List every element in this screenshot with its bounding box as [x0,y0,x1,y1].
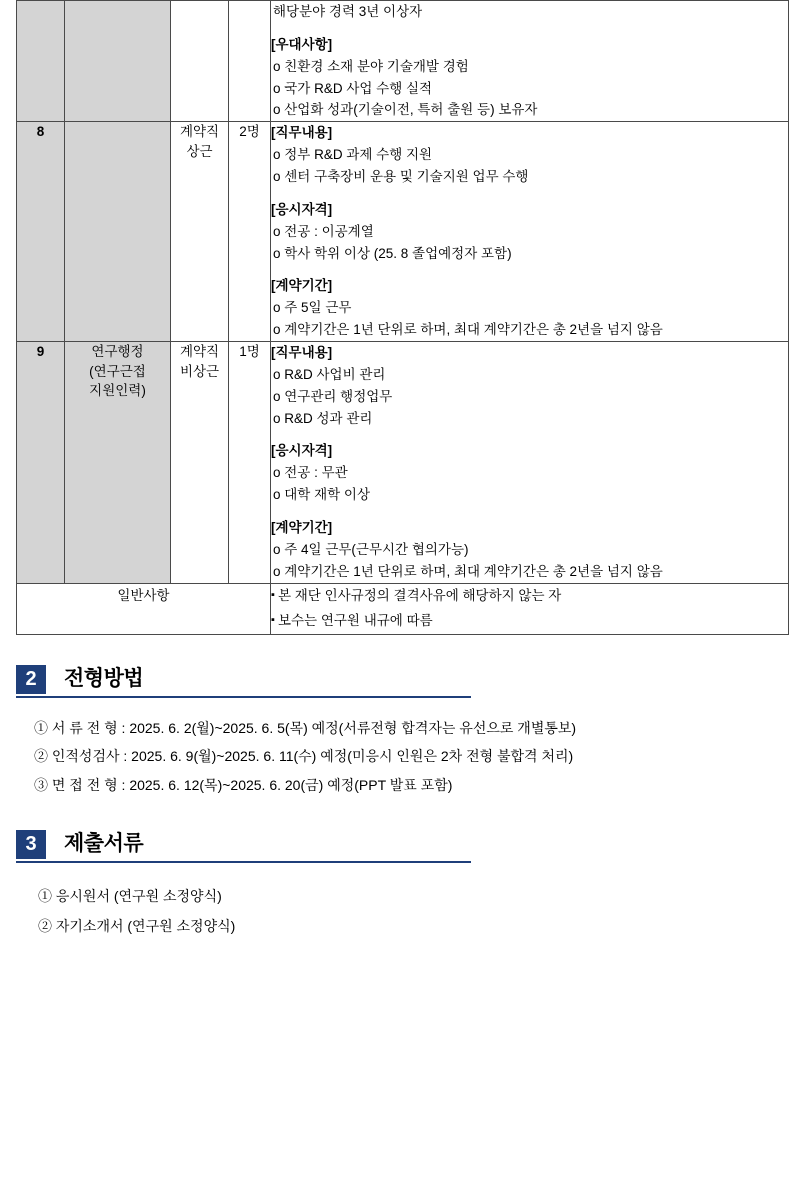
section-body [16,881,789,943]
section-body [16,714,789,800]
desc-heading: [직무내용] [271,125,333,141]
desc-heading: [우대사항] [271,36,333,52]
desc-spacer [271,188,788,199]
section-selection-method [16,665,789,800]
desc-spacer [271,264,788,275]
section-title: 제출서류 [64,831,144,855]
row-field [65,1,171,122]
table-row [17,1,789,122]
row-type-line: 계약직 [179,344,220,360]
row-type-line: 상근 [186,143,213,159]
section-line: ① 서 류 전 형 : 2025. 6. 2(월)~2025. 6. 5(목) 예정(서류전형 합격자는 유선으로 개별통보) [34,719,577,736]
desc-spacer [271,23,788,34]
desc-line: o R&D 사업비 관리 [273,366,386,382]
table-row [17,122,789,342]
desc-line: o 계약기간은 1년 단위로 하며, 최대 계약기간은 총 2년을 넘지 않음 [273,322,663,338]
desc-line: o 주 4일 근무(근무시간 협의가능) [273,541,469,557]
row-count: 1명 [229,342,271,584]
row-type [171,122,229,342]
section-title: 전형방법 [64,666,144,690]
general-item: ▪ 보수는 연구원 내규에 따름 [271,609,788,634]
row-field [65,342,171,584]
row-count [229,1,271,122]
section-number: 3 [16,830,46,859]
row-field [65,122,171,342]
desc-line: o 계약기간은 1년 단위로 하며, 최대 계약기간은 총 2년을 넘지 않음 [273,563,663,579]
desc-line: o 산업화 성과(기술이전, 특허 출원 등) 보유자 [273,102,538,118]
desc-heading: [계약기간] [271,520,333,536]
section-number: 2 [16,665,46,694]
row-type-line: 비상근 [179,363,220,379]
table-row-general [17,583,789,634]
row-description [271,122,789,342]
section-line: ① 응시원서 (연구원 소정양식) [38,887,222,904]
general-items [271,583,789,634]
desc-line: o 국가 R&D 사업 수행 실적 [273,80,433,96]
section-line: ② 인적성검사 : 2025. 6. 9(월)~2025. 6. 11(수) 예정(미응시 인원은 2차 전형 불합격 처리) [34,748,574,765]
section-header [16,830,789,859]
desc-line: o 주 5일 근무 [273,300,352,316]
row-field-line: 연구행정 [91,344,144,360]
row-no [17,1,65,122]
desc-line: o 전공 : 이공계열 [273,223,374,239]
row-description [271,1,789,122]
desc-line: o 전공 : 무관 [273,465,348,481]
table-row [17,342,789,584]
row-type [171,342,229,584]
section-rule [16,696,471,698]
row-no: 9 [17,342,65,584]
desc-line: o 대학 재학 이상 [273,487,371,503]
desc-heading: [직무내용] [271,345,333,361]
desc-line: o R&D 성과 관리 [273,410,373,426]
row-type [171,1,229,122]
desc-heading: [응시자격] [271,201,333,217]
desc-line: o 친환경 소재 분야 기술개발 경험 [273,58,469,74]
desc-line: o 정부 R&D 과제 수행 지원 [273,147,433,163]
general-item: ▪ 본 재단 인사규정의 결격사유에 해당하지 않는 자 [271,584,788,609]
desc-heading: [응시자격] [271,443,333,459]
desc-spacer [271,429,788,440]
desc-line: o 연구관리 행정업무 [273,388,393,404]
section-title-wrap [64,833,143,859]
section-line: ② 자기소개서 (연구원 소정양식) [38,918,236,935]
row-field-line: (연구근접 [89,363,146,379]
section-rule [16,861,471,863]
desc-heading: [계약기간] [271,278,333,294]
desc-spacer [271,506,788,517]
section-line: ③ 면 접 전 형 : 2025. 6. 12(목)~2025. 6. 20(금) 예정(PPT 발표 포함) [34,776,453,793]
desc-line: 해당분야 경력 3년 이상자 [273,4,423,19]
table-body [17,1,789,635]
row-no: 8 [17,122,65,342]
desc-line: o 센터 구축장비 운용 및 기술지원 업무 수행 [273,169,529,185]
section-required-documents [16,830,789,943]
section-header [16,665,789,694]
desc-line: o 학사 학위 이상 (25. 8 졸업예정자 포함) [273,245,512,261]
row-description [271,342,789,584]
row-field-line: 지원인력) [89,383,146,399]
recruitment-table [16,0,789,635]
general-label: 일반사항 [17,583,271,634]
section-title-wrap [64,668,143,694]
row-count: 2명 [229,122,271,342]
row-type-line: 계약직 [179,124,220,140]
